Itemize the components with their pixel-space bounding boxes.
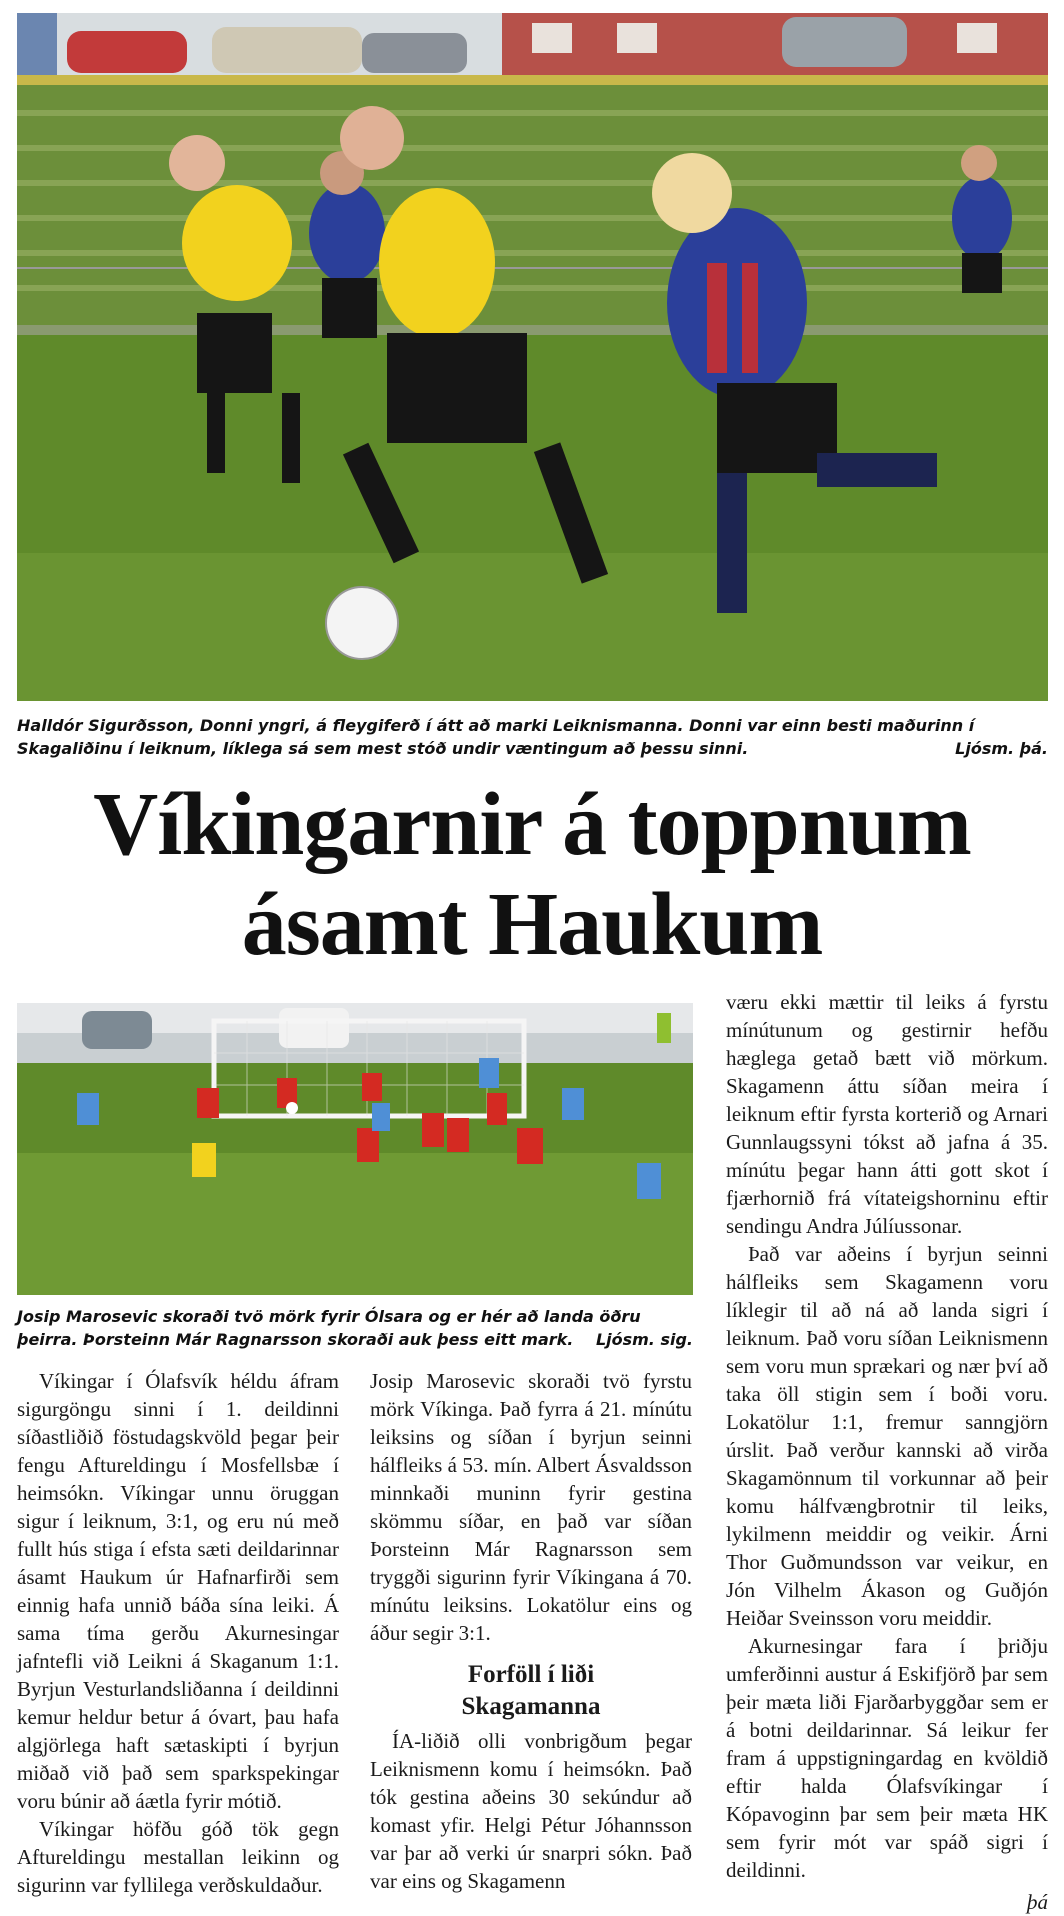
subheading-line-2: Skagamanna (461, 1693, 601, 1720)
article-paragraph: Víkingar í Ólafsvík héldu áfram sigurgöngu sinni í 1. deildinni síðastliðið föstudagskvöld þegar þeir fengu Aftureldingu í Mosfellsbæ í heimsókn. Víkingar unnu öruggan sigur í leiknum, 3:1, og eru nú með fullt hús stiga í efsta sæti deildarinnar ásamt Haukum úr Hafnarfirði sem einnig hafa unnið báða sína leiki. Á sama tíma gerðu Akurnesingar jafntefli við Leikni á Skaganum 1:1. Byrjun Vesturlandsliðanna í deildinni kemur heldur betur á óvart, þau hafa algjörlega haft sætaskipti í byrjun miðað við það sem sparkspekingar voru búnir að áætla fyrir mótið. (17, 1369, 339, 1813)
article-column-3 (726, 988, 1048, 1916)
article-column-1 (17, 1367, 339, 1899)
headline-line-2: ásamt Haukum (241, 875, 823, 974)
top-match-photo (17, 13, 1048, 701)
article-paragraph: Víkingar höfðu góð tök gegn Aftureldingu mestallan leikinn og sigurinn var fyllilega verðskuldaður. (17, 1817, 339, 1897)
article-headline (0, 775, 1064, 975)
article-paragraph: Akurnesingar fara í þriðju umferðinni austur á Eskifjörð þar sem þeir mæta liði Fjarðarbyggðar sem er á botni deildarinnar. Sá leikur fer fram á uppstigningardag en kvöldið eftir halda Ólafsvíkingar í Kópavoginn þar sem þeir mæta HK sem fyrir mót var spáð sigri í deildinni. (726, 1634, 1048, 1882)
top-photo-caption (17, 714, 1048, 760)
goal-photo-caption-text: Josip Marosevic skoraði tvö mörk fyrir Ólsara og er hér að landa öðru þeirra. Þorsteinn Már Ragnarsson skoraði auk þess eitt mark. (17, 1307, 641, 1349)
goal-photo (17, 1003, 693, 1295)
article-column-2 (370, 1367, 692, 1895)
article-paragraph: ÍA-liðið olli vonbrigðum þegar Leiknismenn komu í heimsókn. Það tók gestina aðeins 30 sekúndur að komast yfir. Helgi Pétur Jóhannsson var þar að verki úr snarpri sókn. Það var eins og Skagamenn (370, 1729, 692, 1893)
top-photo-credit: Ljósm. þá. (955, 739, 1048, 758)
goal-photo-credit: Ljósm. sig. (595, 1330, 693, 1349)
subheading-line-1: Forföll í liði (467, 1661, 595, 1688)
headline-line-1: Víkingarnir á toppnum (93, 775, 971, 874)
article-paragraph: Það var aðeins í byrjun seinni hálfleiks sem Skagamenn voru líklegir til að ná að landa sigri í leiknum. Það voru síðan Leiknismenn sem voru mun sprækari og nær því að taka öll stigin sem í boði voru. Lokatölur 1:1, fremur sanngjörn úrslit. Það verður kannski að virða Skagamönnum til vorkunnar að þeir komu hálfvængbrotnir til leiks, lykilmenn meiddir og veikir. Árni Thor Guðmundsson var veikur, en Jón Vilhelm Ákason og Guðjón Heiðar Sveinsson voru meiddir. (726, 1242, 1048, 1630)
goal-photo-caption (17, 1305, 693, 1351)
article-paragraph: Josip Marosevic skoraði tvö fyrstu mörk Víkinga. Það fyrra á 21. mínútu leiksins og síðan í byrjun seinni hálfleiks á 53. mín. Albert Ásvaldsson minnkaði muninn fyrir gestina skömmu síðar, en það var síðan Þorsteinn Már Ragnarsson sem tryggði sigurinn fyrir Víkingana á 70. mínútu leiksins. Lokatölur eins og áður segir 3:1. (370, 1369, 692, 1645)
author-signature: þá (1027, 1890, 1048, 1914)
article-paragraph: væru ekki mættir til leiks á fyrstu mínútunum og gestirnir hefðu hæglega getað bætt við mörkum. Skagamenn áttu síðan meira í leiknum eftir fyrsta korterið og Arnari Gunnlaugssyni tókst að jafna á 35. mínútu þegar hann átti gott skot í fjærhornið frá vítateigshorninu eftir sendingu Andra Júlíussonar. (726, 990, 1048, 1238)
top-photo-caption-text: Halldór Sigurðsson, Donni yngri, á fleygiferð í átt að marki Leiknismanna. Donni var einn besti maðurinn í Skagaliðinu í leiknum, líklega sá sem mest stóð undir væntingum að þessu sinni. (17, 716, 975, 758)
article-subheading (370, 1659, 692, 1723)
